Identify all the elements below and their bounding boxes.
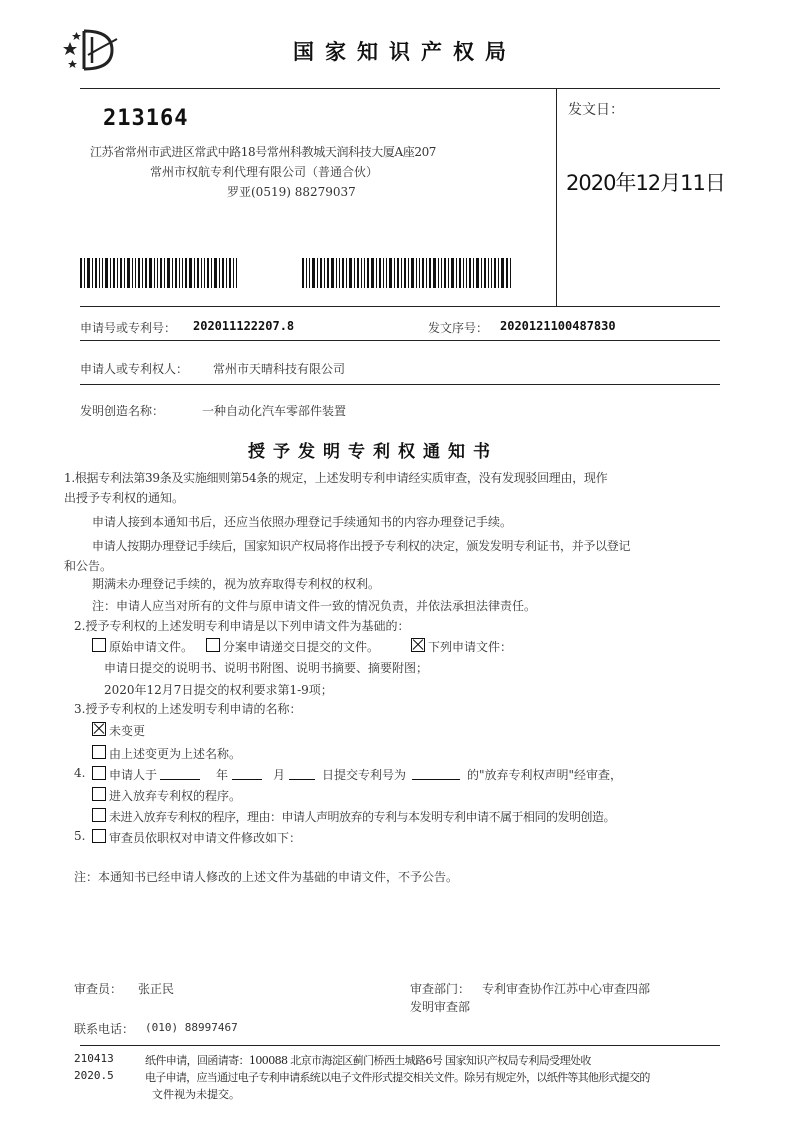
section5-number: 5. — [74, 829, 86, 843]
exam-dept-label: 审查部门： — [410, 982, 471, 996]
waiver-text-d: 日提交专利号为 — [322, 768, 407, 782]
name-changed-label: 由上述变更为上述名称。 — [109, 747, 242, 761]
invention-title-label: 发明创造名称： — [80, 404, 165, 418]
info-rule-1 — [80, 340, 720, 341]
section4-number: 4. — [74, 766, 86, 780]
waiver-text-e: 的"放弃专利权声明"经审查， — [467, 768, 623, 782]
footer-rule — [80, 1045, 720, 1046]
serial-number: 2020121100487830 — [500, 319, 616, 333]
section1-line3: 申请人接到本通知书后，还应当依照办理登记手续通知书的内容办理登记手续。 — [92, 515, 513, 529]
section2-heading: 2.授予专利权的上述发明专利申请是以下列申请文件为基础的： — [74, 619, 410, 633]
mailing-address-line2: 常州市权航专利代理有限公司（普通合伙） — [150, 165, 379, 179]
section1-line1: 1.根据专利法第39条及实施细则第54条的规定，上述发明专利申请经实质审查，没有发现驳回理由，现作 — [64, 471, 608, 485]
section1-line6: 期满未办理登记手续的，视为放弃取得专利权的权利。 — [92, 577, 381, 591]
waiver-text-a: 申请人于 — [109, 768, 158, 782]
barcode-rule — [80, 306, 720, 307]
mailing-address-line1: 江苏省常州市武进区常武中路18号常州科教城天润科技大厦A座207 — [90, 145, 437, 159]
not-enter-waiver-label: 未进入放弃专利权的程序，理由：申请人声明放弃的专利与本发明专利申请不属于相同的发明创造。 — [109, 810, 616, 824]
section2-file-line1: 申请日提交的说明书、说明书附图、说明书摘要、摘要附图； — [104, 661, 429, 675]
enter-waiver-label: 进入放弃专利权的程序。 — [109, 789, 242, 803]
section1-line5: 和公告。 — [64, 559, 113, 573]
info-rule-2 — [80, 384, 720, 385]
issue-date: 2020年12月11日 — [566, 171, 725, 195]
name-unchanged-label: 未变更 — [109, 724, 146, 738]
application-number-label: 申请号或专利号： — [80, 321, 177, 335]
contact-phone-label: 联系电话： — [74, 1022, 135, 1036]
footer-line3: 文件视为未提交。 — [152, 1088, 240, 1101]
section1-line7: 注：申请人应当对所有的文件与原申请文件一致的情况负责，并依法承担法律责任。 — [92, 599, 537, 613]
form-code: 210413 — [74, 1052, 114, 1065]
notice-title: 授予发明专利权通知书 — [248, 442, 498, 462]
waiver-declaration-checkbox — [92, 766, 106, 780]
original-files-checkbox — [92, 638, 106, 652]
footer-line1: 纸件申请，回函请寄：100088 北京市海淀区蓟门桥西土城路6号 国家知识产权局专利局受理处收 — [145, 1054, 591, 1067]
name-unchanged-checkbox — [92, 722, 106, 736]
not-enter-waiver-checkbox — [92, 808, 106, 822]
footer-line2: 电子申请，应当通过电子专利申请系统以电子文件形式提交相关文件。除另有规定外，以纸件等其他形式提交的 — [145, 1071, 650, 1084]
issue-date-label: 发文日： — [568, 102, 624, 118]
waiver-day-blank — [289, 779, 315, 780]
original-files-label: 原始申请文件。 — [109, 640, 194, 654]
barcode-left — [80, 258, 239, 288]
examiner-amendment-checkbox — [92, 829, 106, 843]
serial-label: 发文序号： — [428, 321, 489, 335]
cnipa-logo-icon — [62, 25, 122, 73]
applicant-label: 申请人或专利权人： — [80, 362, 189, 376]
form-version: 2020.5 — [74, 1069, 114, 1082]
enter-waiver-checkbox — [92, 787, 106, 801]
waiver-year-blank — [160, 779, 200, 780]
section3-heading: 3.授予专利权的上述发明专利申请的名称： — [74, 702, 302, 716]
waiver-text-b: 年 — [216, 768, 229, 782]
listed-files-label: 下列申请文件： — [428, 640, 513, 654]
header-rule — [80, 88, 720, 89]
waiver-month-blank — [232, 779, 262, 780]
mailing-phone: 罗亚(0519) 88279037 — [227, 185, 356, 199]
examiner-name: 张正民 — [138, 982, 175, 996]
waiver-text-c: 月 — [273, 768, 286, 782]
divisional-files-label: 分案申请递交日提交的文件。 — [223, 640, 380, 654]
listed-files-checkbox — [411, 638, 425, 652]
contact-phone: (010) 88997467 — [145, 1021, 238, 1034]
section2-file-line2: 2020年12月7日提交的权利要求第1-9项； — [104, 683, 333, 697]
postcode: 213164 — [103, 106, 189, 131]
office-name: 国家知识产权局 — [293, 39, 517, 64]
notice-note: 注：本通知书已经申请人修改的上述文件为基础的申请文件，不予公告。 — [74, 870, 459, 884]
exam-dept-line2: 发明审查部 — [410, 1000, 471, 1014]
exam-dept-line1: 专利审查协作江苏中心审查四部 — [482, 982, 651, 996]
barcode-right — [302, 258, 513, 288]
invention-title: 一种自动化汽车零部件装置 — [202, 404, 347, 418]
divisional-files-checkbox — [206, 638, 220, 652]
examiner-amendment-label: 审查员依职权对申请文件修改如下： — [109, 831, 302, 845]
applicant-name: 常州市天晴科技有限公司 — [213, 362, 346, 376]
name-changed-checkbox — [92, 745, 106, 759]
application-number: 202011122207.8 — [193, 319, 295, 333]
section1-line4: 申请人按期办理登记手续后，国家知识产权局将作出授予专利权的决定，颁发发明专利证书，并予以登记 — [92, 539, 631, 553]
section1-line2: 出授予专利权的通知。 — [64, 491, 185, 505]
waiver-patent-number-blank — [412, 779, 460, 780]
date-column-rule — [556, 88, 557, 306]
examiner-label: 审查员： — [74, 982, 123, 996]
